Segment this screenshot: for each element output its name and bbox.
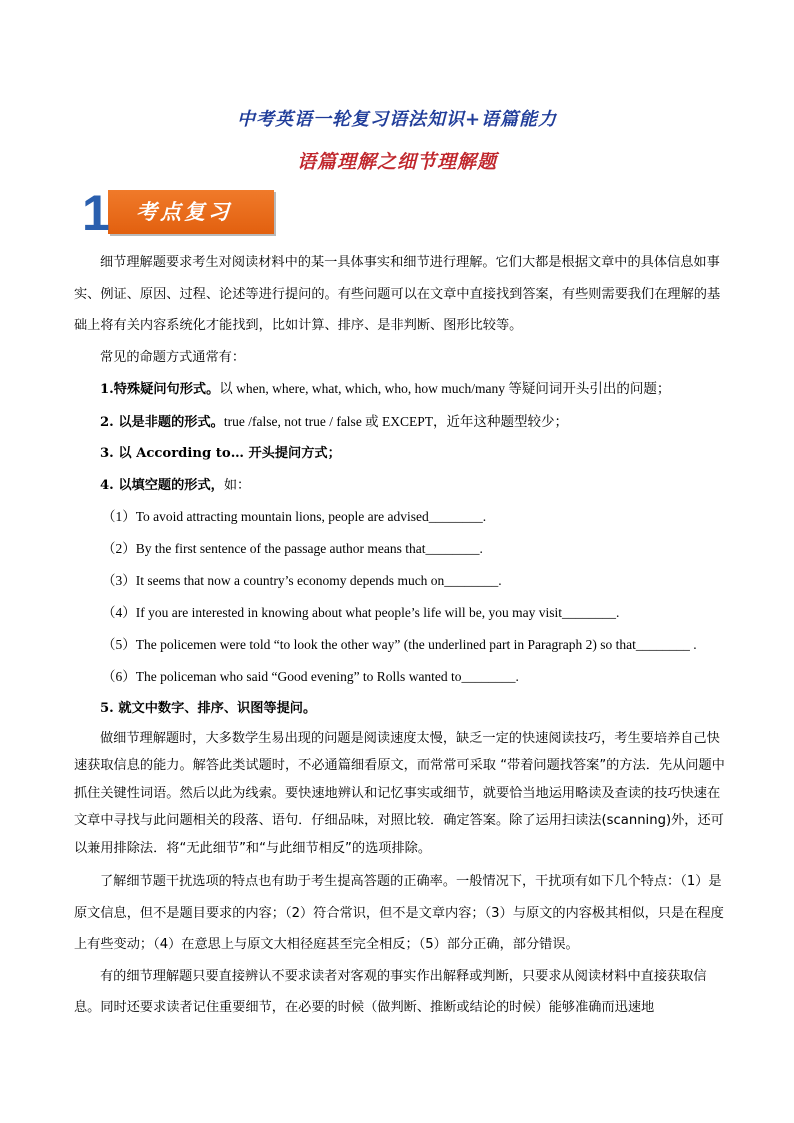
form-item-body: true /false, not true / false 或 EXCEPT，近年这种题型较少；: [223, 413, 569, 429]
form-item-head: 5. 就文中数字、排序、识图等提问。: [100, 701, 317, 716]
section-heading: [82, 185, 282, 241]
example-item: （5）The policemen were told “to look the other way” (the underlined part in Paragraph 2) so that________ .: [102, 637, 697, 652]
document-body: [74, 247, 728, 1024]
example-item: （2）By the first sentence of the passage author means that________.: [102, 541, 483, 556]
example-item: （3）It seems that now a country’s economy depends much on________.: [102, 573, 502, 588]
body-paragraph: 做细节理解题时，大多数学生易出现的问题是阅读速度太慢，缺乏一定的快速阅读技巧，考生要培养自己快速获取信息的能力。解答此类试题时，不必通篇细看原文，而常常可采取 “带着问题找答案”的方法．先从问题中抓住关键性词语。然后以此为线索。要快速地辨认和记忆事实或细节，就要恰当地运用略读及查读的技巧快速在文章中寻找与此问题相关的段落、语句．仔细品味，对照比较．确定答案。除了运用扫读法(scanning)外，还可以兼用排除法．将“无此细节”和“与此细节相反”的选项排除。: [74, 730, 725, 856]
document-subtitle: 语篇理解之细节理解题: [296, 151, 497, 173]
intro-paragraph: 细节理解题要求考生对阅读材料中的某一具体事实和细节进行理解。它们大都是根据文章中的具体信息如事实、例证、原因、过程、论述等进行提问的。有些问题可以在文章中直接找到答案，有些则需要我们在理解的基础上将有关内容系统化才能找到，比如计算、排序、是非判断、图形比较等。: [74, 255, 721, 333]
form-item-head: 2. 以是非题的形式。: [100, 414, 224, 430]
document-title: 中考英语一轮复习语法知识+语篇能力: [236, 109, 558, 130]
form-item-2: [74, 406, 728, 439]
form-item-body: 以 when, where, what, which, who, how much/many 等疑问词开头引出的问题；: [219, 381, 671, 396]
form-item-body: 如：: [223, 477, 251, 493]
body-paragraph: 了解细节题干扰选项的特点也有助于考生提高答题的正确率。一般情况下，干扰项有如下几个特点：（1）是原文信息，但不是题目要求的内容；（2）符合常识，但不是文章内容；（3）与原文的内容极其相似，只是在程度上有些变动；（4）在意思上与原文大相径庭甚至完全相反；（5）部分正确，部分错误。: [74, 874, 724, 952]
example-item: （4）If you are interested in knowing about what people’s life will be, you may visit________.: [102, 605, 620, 620]
example-item: （1）To avoid attracting mountain lions, people are advised________.: [102, 509, 487, 524]
body-paragraph: 有的细节理解题只要直接辨认不要求读者对客观的事实作出解释或判断，只要求从阅读材料中直接获取信息。同时还要求读者记住重要细节，在必要的时候（做判断、推断或结论的时候）能够准确而迅速地: [74, 968, 707, 1015]
form-item-3: [74, 438, 728, 470]
form-item-head: 3. 以 According to… 开头提问方式；: [100, 446, 341, 461]
section-number: 1: [82, 185, 110, 241]
form-item-head: 1.特殊疑问句形式。: [100, 382, 220, 397]
common-forms-lead: 常见的命题方式通常有：: [100, 349, 246, 365]
form-item-4: [74, 470, 728, 502]
section-label: 考点复习: [136, 199, 232, 224]
example-item: （6）The policeman who said “Good evening” to Rolls wanted to________.: [102, 669, 519, 684]
form-item-head: 4. 以填空题的形式，: [100, 477, 224, 493]
form-item-1: [74, 373, 728, 406]
form-item-5: [74, 693, 728, 725]
